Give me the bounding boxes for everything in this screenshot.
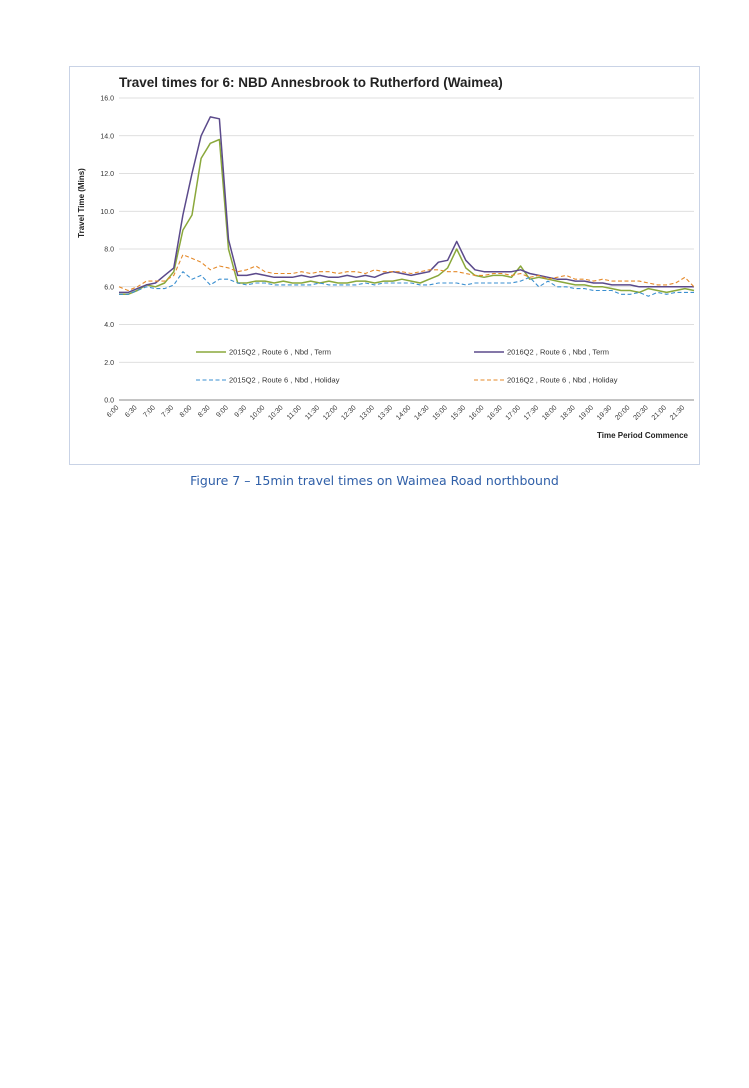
x-tick-label: 18:00 bbox=[541, 404, 559, 422]
figure-caption: Figure 7 – 15min travel times on Waimea Road northbound bbox=[190, 473, 559, 488]
y-tick-label: 10.0 bbox=[100, 208, 114, 216]
x-tick-label: 14:00 bbox=[395, 404, 413, 422]
series-line-2015q2-route-6-nbd-term bbox=[119, 140, 694, 295]
x-tick-label: 7:30 bbox=[160, 404, 176, 420]
y-axis-label: Travel Time (Mins) bbox=[77, 168, 86, 238]
x-tick-label: 18:30 bbox=[559, 404, 577, 422]
x-tick-label: 13:00 bbox=[358, 404, 376, 422]
x-tick-label: 15:00 bbox=[431, 404, 449, 422]
x-tick-label: 10:30 bbox=[267, 404, 285, 422]
x-tick-label: 21:30 bbox=[668, 404, 687, 422]
legend-label: 2016Q2 , Route 6 , Nbd , Holiday bbox=[507, 375, 618, 385]
x-tick-label: 15:30 bbox=[449, 404, 468, 422]
y-tick-label: 12.0 bbox=[100, 171, 114, 178]
legend-label: 2016Q2 , Route 6 , Nbd , Term bbox=[507, 347, 610, 357]
legend-label: 2015Q2 , Route 6 , Nbd , Holiday bbox=[229, 375, 340, 385]
x-tick-label: 11:30 bbox=[304, 404, 322, 422]
x-axis-ticks bbox=[106, 404, 687, 421]
legend-label: 2015Q2 , Route 6 , Nbd , Term bbox=[229, 347, 332, 357]
x-tick-label: 20:30 bbox=[632, 404, 650, 422]
x-tick-label: 20:00 bbox=[614, 404, 632, 422]
y-tick-label: 14.0 bbox=[100, 133, 114, 141]
x-tick-label: 16:30 bbox=[486, 404, 504, 422]
x-tick-label: 17:00 bbox=[504, 404, 523, 422]
x-tick-label: 7:00 bbox=[142, 404, 157, 420]
x-tick-label: 9:30 bbox=[233, 404, 249, 420]
y-tick-label: 4.0 bbox=[104, 322, 114, 329]
y-tick-label: 6.0 bbox=[104, 284, 114, 292]
y-tick-label: 16.0 bbox=[100, 95, 114, 103]
x-tick-label: 13:30 bbox=[376, 404, 395, 422]
x-tick-label: 8:00 bbox=[178, 404, 194, 420]
x-tick-label: 9:00 bbox=[215, 404, 230, 420]
chart-figure bbox=[69, 66, 700, 465]
x-tick-label: 19:00 bbox=[577, 404, 596, 422]
x-tick-label: 6:30 bbox=[124, 404, 139, 420]
x-tick-label: 8:30 bbox=[197, 404, 212, 420]
x-tick-label: 11:00 bbox=[285, 404, 303, 422]
chart-title: Travel times for 6: NBD Annesbrook to Rutherford (Waimea) bbox=[119, 75, 503, 90]
legend bbox=[196, 348, 618, 385]
y-tick-label: 8.0 bbox=[104, 246, 114, 254]
x-tick-label: 12:30 bbox=[340, 404, 358, 422]
x-tick-label: 12:00 bbox=[322, 404, 340, 422]
y-tick-label: 0.0 bbox=[104, 397, 114, 405]
x-axis-label: Time Period Commence bbox=[597, 431, 688, 440]
y-tick-label: 2.0 bbox=[104, 359, 114, 367]
y-axis-ticks bbox=[100, 96, 114, 405]
x-tick-label: 10:00 bbox=[249, 404, 267, 422]
x-tick-label: 16:00 bbox=[468, 404, 486, 422]
x-tick-label: 21:00 bbox=[650, 404, 669, 422]
x-tick-label: 6:00 bbox=[105, 404, 121, 420]
x-tick-label: 19:30 bbox=[595, 404, 614, 422]
series-line-2016q2-route-6-nbd-holiday bbox=[119, 255, 694, 291]
series-lines bbox=[119, 117, 694, 296]
travel-times-line-chart bbox=[70, 67, 701, 466]
x-tick-label: 14:30 bbox=[413, 404, 431, 422]
x-tick-label: 17:30 bbox=[522, 404, 541, 422]
